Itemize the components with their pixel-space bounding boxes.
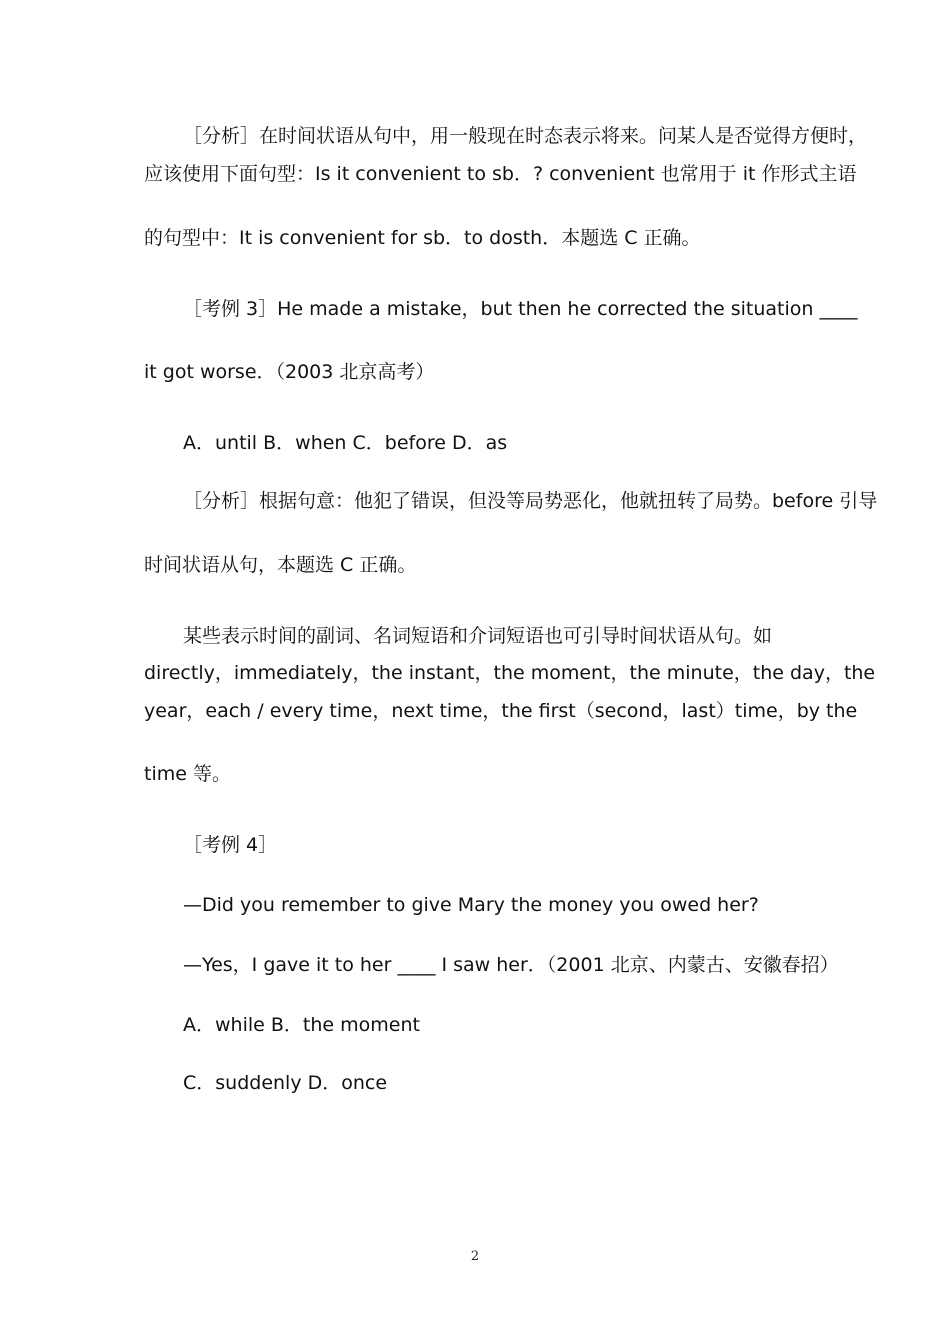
time-adverbials-line-4: time 等。 (144, 763, 231, 785)
analysis-2-line-2: 应该使用下面句型：Is it convenient to sb．? convenient 也常用于 it 作形式主语 (144, 163, 857, 185)
analysis-3-line-1: ［分析］根据句意：他犯了错误，但没等局势恶化，他就扭转了局势。before 引导 (183, 490, 878, 512)
example-4-heading: ［考例 4］ (183, 834, 278, 856)
page-number: 2 (470, 1249, 480, 1264)
time-adverbials-line-2: directly，immediately，the instant，the moment，the minute，the day，the (144, 662, 876, 684)
example-4-options-line-2: C．suddenly D．once (183, 1072, 388, 1094)
time-adverbials-line-1: 某些表示时间的副词、名词短语和介词短语也可引导时间状语从句。如 (183, 625, 773, 647)
analysis-2-line-1: ［分析］在时间状语从句中，用一般现在时态表示将来。问某人是否觉得方便时， (183, 125, 868, 147)
analysis-2-line-3: 的句型中：It is convenient for sb．to dosth．本题选 C 正确。 (144, 227, 701, 249)
example-4-options-line-1: A．while B．the moment (183, 1014, 420, 1036)
example-3-options: A．until B．when C．before D．as (183, 432, 508, 454)
example-3-question-line-2: it got worse．（2003 北京高考） (144, 361, 435, 383)
time-adverbials-line-3: year，each / every time，next time，the first（second，last）time，by the (144, 700, 858, 722)
example-3-question-line-1: ［考例 3］He made a mistake，but then he corrected the situation ____ (183, 298, 858, 320)
example-4-dialogue-line-1: —Did you remember to give Mary the money you owed her? (183, 894, 759, 916)
analysis-3-line-2: 时间状语从句，本题选 C 正确。 (144, 554, 417, 576)
example-4-dialogue-line-2: —Yes，I gave it to her ____ I saw her．（2001 北京、内蒙古、安徽春招） (183, 954, 839, 976)
